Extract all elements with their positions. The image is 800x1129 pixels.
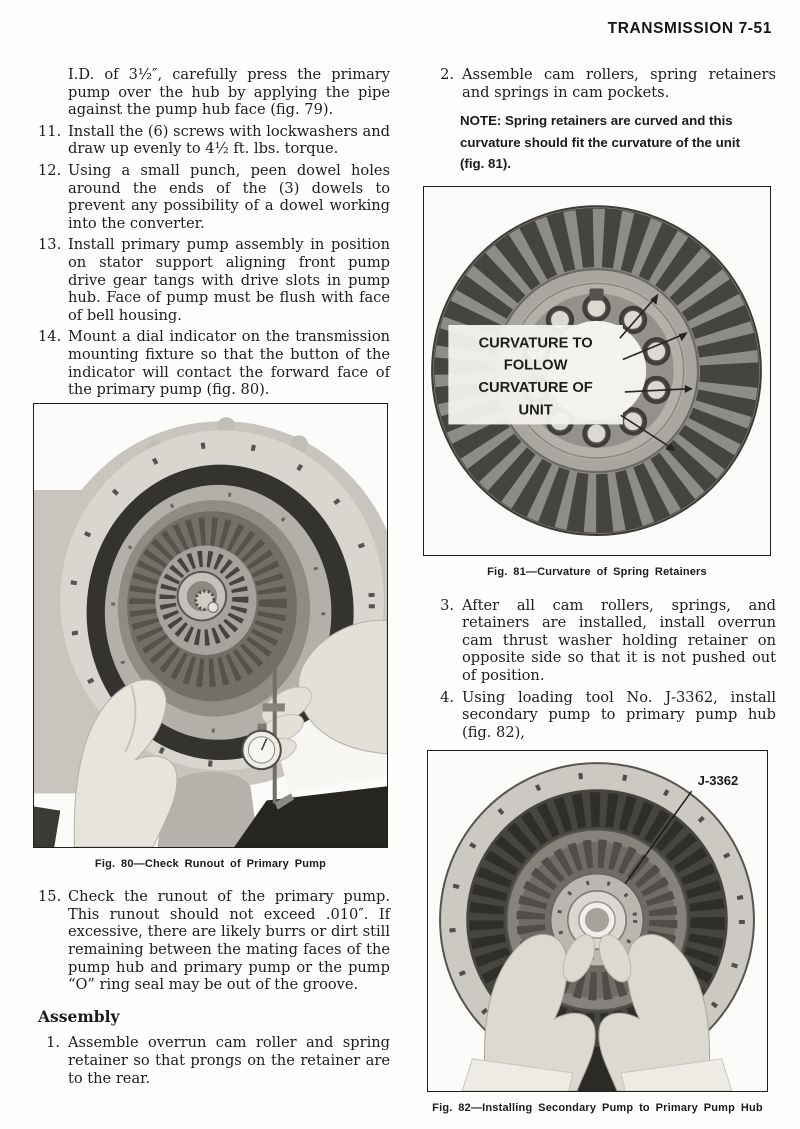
step-number: 14. <box>38 328 62 346</box>
step-number: 3. <box>440 596 454 614</box>
step-text: Check the runout of the primary pump. This runout should not exceed .010″. If excessive, there are likely burrs or dirt still remaining between the mating faces of the pump hub and primary pump or the pump “O” ring seal may be out of the groove. <box>68 888 390 994</box>
step-item-14 <box>38 328 390 398</box>
page-header: TRANSMISSION 7-51 <box>607 20 772 37</box>
figure-80-caption: Fig. 80—Check Runout of Primary Pump <box>94 857 327 870</box>
step-number: 15. <box>38 888 62 906</box>
left-column <box>38 66 390 1091</box>
step-text: Using a small punch, peen dowel holes around the ends of the (3) dowels to prevent any possibility of a dowel working into the converter. <box>68 161 390 232</box>
step-text: Using loading tool No. J-3362, install secondary pump to primary pump hub (fig. 82), <box>462 688 776 741</box>
note-block: NOTE: Spring retainers are curved and this curvature should fit the curvature of the unit (fig. 81). <box>460 113 741 172</box>
tool-callout-label: J-3362 <box>697 773 739 789</box>
step-item-11 <box>38 123 390 158</box>
svg-text:CURVATURE OF: CURVATURE OF <box>478 379 593 396</box>
figure-81-caption: Fig. 81—Curvature of Spring Retainers <box>487 566 707 578</box>
step-item-15 <box>38 888 390 994</box>
hub-notch <box>589 288 603 300</box>
step-number: 4. <box>440 688 454 706</box>
svg-text:CURVATURE TO: CURVATURE TO <box>478 334 593 351</box>
step-item-4 <box>432 689 776 742</box>
figure-81 <box>423 186 771 556</box>
step-item-13 <box>38 236 390 324</box>
step-item-12 <box>38 162 390 232</box>
step-text: Mount a dial indicator on the transmission mounting fixture so that the button of the indicator will contact the forward face of the primary pump (fig. 80). <box>68 328 390 399</box>
step-text: Install the (6) screws with lockwashers and draw up evenly to 4½ ft. lbs. torque. <box>68 122 390 158</box>
assembly-step-1 <box>38 1034 390 1087</box>
svg-text:UNIT: UNIT <box>518 401 553 418</box>
right-column <box>432 66 776 1118</box>
step-number: 13. <box>38 236 62 254</box>
step-number: 1. <box>46 1034 60 1052</box>
step-number: 2. <box>440 66 454 83</box>
figure-82-caption: Fig. 82—Installing Secondary Pump to Primary Pump Hub <box>432 1102 763 1115</box>
step-text: After all cam rollers, springs, and retainers are installed, install overrun cam thrust washer holding retainer on opposite side so that it is not pushed out of position. <box>462 596 776 684</box>
figure-80-photo <box>34 404 387 847</box>
step-number: 11. <box>38 122 62 140</box>
step-text: Assemble overrun cam roller and spring retainer so that prongs on the retainer are to the rear. <box>68 1034 390 1087</box>
svg-text:FOLLOW: FOLLOW <box>503 357 568 374</box>
figure-80 <box>33 403 388 848</box>
figure-82 <box>427 750 768 1092</box>
step-text: Assemble cam rollers, spring retainers and springs in cam pockets. <box>462 66 776 101</box>
figure-81-photo <box>424 187 770 555</box>
figure-82-photo <box>428 751 767 1091</box>
paragraph-continuation: I.D. of 3½″, carefully press the primary pump over the hub by applying the pipe against the pump hub face (fig. 79). <box>68 66 390 119</box>
step-number: 12. <box>38 161 62 179</box>
step-text: Install primary pump assembly in position on stator support aligning front pump drive gear tangs with drive slots in pump hub. Face of pump must be flush with face of bell housing. <box>68 236 390 324</box>
step-item-3 <box>432 597 776 685</box>
assembly-heading: Assembly <box>38 1006 120 1026</box>
step-item-2 <box>432 66 776 101</box>
